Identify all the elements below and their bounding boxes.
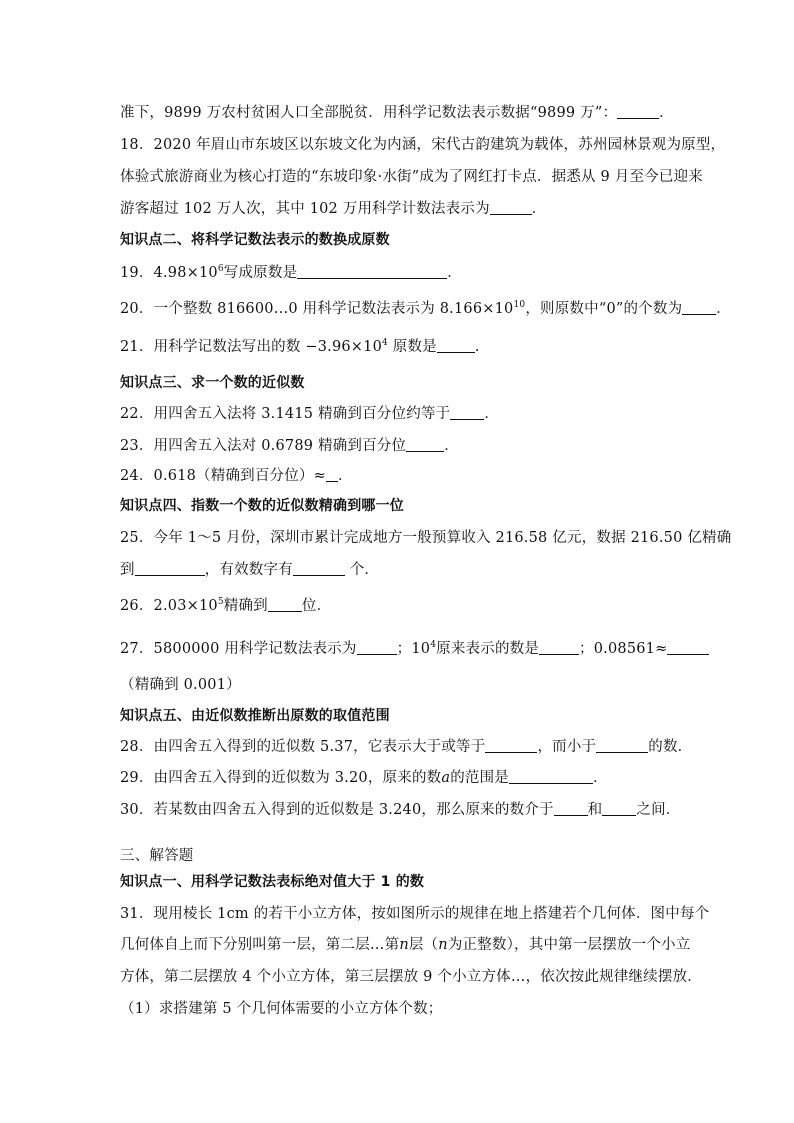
text: ． bbox=[447, 265, 462, 281]
variable: n bbox=[399, 937, 409, 953]
text: 层（ bbox=[408, 937, 439, 953]
question-31-line-1: 31．现用棱长 1cm 的若干小立方体，按如图所示的规律在地上搭建若个几何体．图中每个 bbox=[120, 906, 710, 922]
text: 个． bbox=[344, 562, 380, 578]
section-heading-5: 知识点五、由近似数推断出原数的取值范围 bbox=[120, 708, 390, 724]
answer-blank[interactable] bbox=[357, 639, 397, 655]
section-heading-1: 知识点一、用科学记数法表标绝对值大于 1 的数 bbox=[120, 874, 425, 890]
text: 20．一个整数 816600…0 用科学记数法表示为 8.166×10 bbox=[120, 301, 514, 317]
text: ． bbox=[716, 301, 731, 317]
text: 的范围是 bbox=[450, 770, 510, 786]
answer-blank[interactable] bbox=[539, 639, 579, 655]
text: 21．用科学记数法写出的数 −3.96×10 bbox=[120, 339, 382, 355]
answer-blank[interactable] bbox=[682, 299, 716, 315]
section-heading-3: 知识点三、求一个数的近似数 bbox=[120, 375, 305, 391]
text: ． bbox=[531, 201, 547, 217]
text: ，有效数字有 bbox=[204, 562, 293, 578]
variable: n bbox=[438, 937, 448, 953]
answer-blank[interactable] bbox=[667, 639, 709, 655]
text: 原数是 bbox=[387, 339, 437, 355]
question-30 bbox=[120, 800, 680, 820]
text: ． bbox=[659, 105, 674, 121]
text: ；10 bbox=[396, 641, 431, 657]
question-18-line-1: 18．2020 年眉山市东坡区以东坡文化为内涵，宋代古韵建筑为载体，苏州园林景观为原型， bbox=[120, 137, 726, 153]
text: ． bbox=[484, 406, 500, 422]
text: ． bbox=[593, 770, 608, 786]
text: 写成原数是 bbox=[223, 265, 298, 281]
text: 27．5800000 用科学记数法表示为 bbox=[120, 641, 357, 657]
answer-blank[interactable] bbox=[602, 800, 636, 816]
answer-blank[interactable] bbox=[135, 560, 205, 576]
answer-blank[interactable] bbox=[268, 596, 302, 612]
section-title-answers: 三、解答题 bbox=[120, 848, 194, 864]
answer-blank[interactable] bbox=[450, 404, 484, 420]
question-29 bbox=[120, 768, 608, 788]
text: 22．用四舍五入法将 3.1415 精确到百分位约等于 bbox=[120, 406, 451, 422]
question-31-line-2 bbox=[120, 935, 690, 955]
question-24 bbox=[120, 466, 353, 486]
text: 19．4.98×10 bbox=[120, 265, 218, 281]
answer-blank[interactable] bbox=[326, 466, 338, 482]
text: 之间． bbox=[636, 802, 681, 818]
answer-blank[interactable] bbox=[509, 768, 593, 784]
text: ，而小于 bbox=[537, 739, 597, 755]
question-28 bbox=[120, 737, 692, 757]
text: ． bbox=[444, 438, 459, 454]
text: 几何体自上而下分别叫第一层，第二层…第 bbox=[120, 937, 400, 953]
question-26 bbox=[120, 596, 331, 616]
text: 游客超过 102 万人次，其中 102 万用科学计数法表示为 bbox=[120, 201, 490, 217]
text: 28．由四舍五入得到的近似数 5.37，它表示大于或等于 bbox=[120, 739, 486, 755]
section-heading-4: 知识点四、指数一个数的近似数精确到哪一位 bbox=[120, 498, 404, 514]
question-31-line-3: 方体，第二层摆放 4 个小立方体，第三层摆放 9 个小立方体…，依次按此规律继续摆放． bbox=[120, 969, 702, 985]
question-27-line-1 bbox=[120, 639, 709, 659]
exponent: 6 bbox=[217, 264, 224, 274]
text: 为正整数），其中第一层摆放一个小立 bbox=[447, 937, 691, 953]
question-25-line-1: 25．今年 1～5 月份，深圳市累计完成地方一般预算收入 216.58 亿元，数据 216.50 亿精确 bbox=[120, 530, 732, 546]
section-heading-2: 知识点二、将科学记数法表示的数换成原数 bbox=[120, 232, 390, 248]
text: 的数． bbox=[648, 739, 693, 755]
answer-blank[interactable] bbox=[406, 436, 444, 452]
text: 原来表示的数是 bbox=[436, 641, 540, 657]
answer-blank[interactable] bbox=[554, 800, 588, 816]
text: ，则原数中“0”的个数为 bbox=[525, 301, 683, 317]
text: . bbox=[474, 339, 480, 355]
answer-blank[interactable] bbox=[293, 560, 345, 576]
question-18-line-2: 体验式旅游商业为核心打造的“东坡印象·水街”成为了网红打卡点．据悉从 9 月至今已迎来 bbox=[120, 169, 703, 185]
answer-blank[interactable] bbox=[297, 263, 447, 279]
question-19 bbox=[120, 263, 462, 283]
text: 准下，9899 万农村贫困人口全部脱贫．用科学记数法表示数据“9899 万”： bbox=[120, 105, 618, 121]
question-27-line-2: （精确到 0.001） bbox=[120, 677, 241, 693]
answer-blank[interactable] bbox=[617, 103, 659, 119]
exponent: 4 bbox=[382, 338, 388, 348]
text: ；0.08561≈ bbox=[579, 641, 668, 657]
text: ． bbox=[338, 468, 353, 484]
text: 到 bbox=[120, 562, 135, 578]
answer-blank[interactable] bbox=[596, 737, 648, 753]
answer-blank[interactable] bbox=[437, 337, 475, 353]
question-25-line-2 bbox=[120, 560, 379, 580]
text: 精确到 bbox=[223, 598, 268, 614]
question-18-line-3 bbox=[120, 199, 547, 219]
exponent: 4 bbox=[430, 640, 437, 650]
answer-blank[interactable] bbox=[490, 199, 532, 215]
text: 位． bbox=[301, 598, 332, 614]
text: 24．0.618（精确到百分位）≈ bbox=[120, 468, 327, 484]
text: 23．用四舍五入法对 0.6789 精确到百分位 bbox=[120, 438, 407, 454]
question-23 bbox=[120, 436, 459, 456]
text: 26．2.03×10 bbox=[120, 598, 218, 614]
question-21 bbox=[120, 337, 480, 357]
answer-blank[interactable] bbox=[485, 737, 537, 753]
question-20 bbox=[120, 299, 731, 319]
question-22 bbox=[120, 404, 499, 424]
text: 30．若某数由四舍五入得到的近似数是 3.240，那么原来的数介于 bbox=[120, 802, 554, 818]
text: 和 bbox=[587, 802, 603, 818]
variable: a bbox=[441, 770, 451, 786]
exponent: 10 bbox=[513, 300, 526, 310]
question-31-line-4: （1）求搭建第 5 个几何体需要的小立方体个数； bbox=[120, 1001, 443, 1017]
exponent: 5 bbox=[217, 597, 224, 607]
text: 29．由四舍五入得到的近似数为 3.20，原来的数 bbox=[120, 770, 442, 786]
line-17-tail bbox=[120, 103, 674, 123]
